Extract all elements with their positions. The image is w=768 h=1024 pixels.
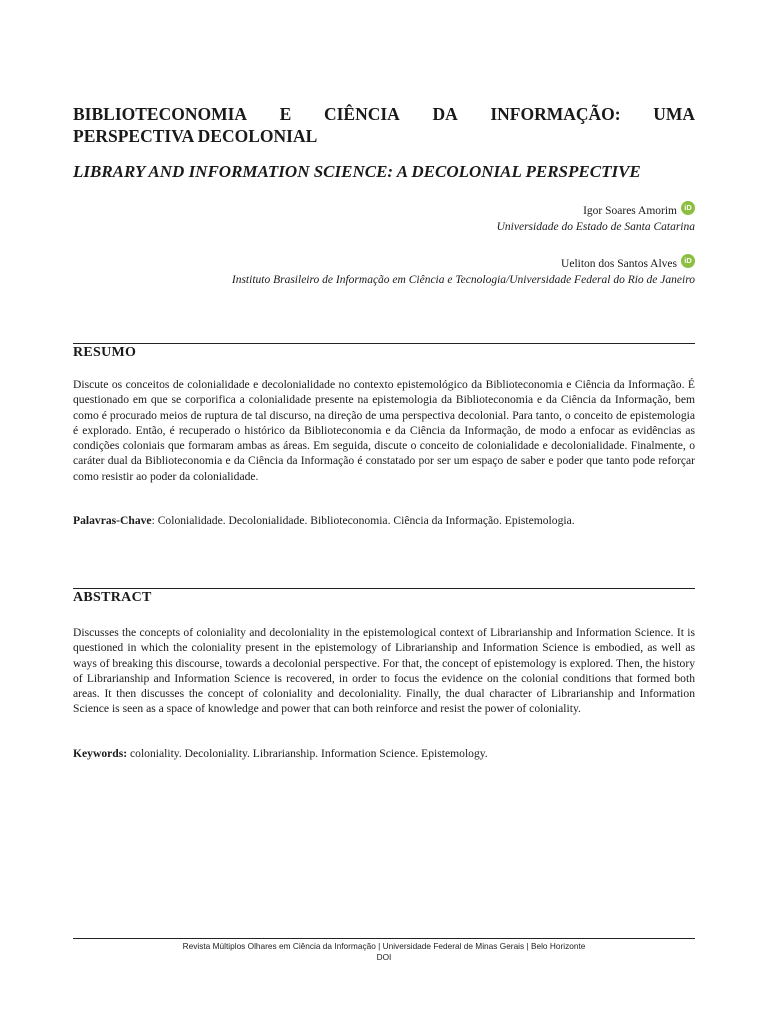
title-word: INFORMAÇÃO: bbox=[490, 104, 621, 124]
keywords-label: Keywords: bbox=[73, 747, 128, 760]
resumo-heading: RESUMO bbox=[73, 345, 137, 360]
author-name-row bbox=[232, 256, 695, 272]
keywords-list: : Colonialidade. Decolonialidade. Biblioteconomia. Ciência da Informação. Epistemologia. bbox=[151, 514, 575, 527]
resumo-keywords bbox=[73, 513, 695, 528]
footer-divider bbox=[73, 938, 695, 939]
author-name[interactable]: Igor Soares Amorim bbox=[583, 205, 677, 217]
paper-title-portuguese bbox=[73, 103, 695, 147]
abstract-text: Discusses the concepts of coloniality and decoloniality in the epistemological context of Librarianship and Information Science. It is questioned in which the coloniality present in the epistemology of Librarianship and Information Science is embodied, as well as ways of breaking this discourse, towards a decolonial perspective. For that, the concept of epistemology is explored. Then, the history of Librarianship and Information Science is recovered, in order to focus the evidence on the colonial conditions that formed both areas. It then discusses the concept of coloniality and decoloniality. Finally, the dual character of Librarianship and Information Science is seen as a space of knowledge and power that can both reinforce and resist the power of coloniality. bbox=[73, 626, 695, 716]
author-affiliation: Universidade do Estado de Santa Catarina bbox=[496, 221, 695, 233]
footer-journal: Revista Múltiplos Olhares em Ciência da Informação | Universidade Federal de Minas Gerais | Belo Horizonte bbox=[182, 941, 586, 951]
title-word: DA bbox=[432, 104, 458, 124]
author-affiliation: Instituto Brasileiro de Informação em Ciência e Tecnologia/Universidade Federal do Rio de Janeiro bbox=[231, 274, 695, 286]
title-word: CIÊNCIA bbox=[323, 104, 400, 124]
resumo-text: Discute os conceitos de colonialidade e decolonialidade no contexto epistemológico da Biblioteconomia e Ciência da Informação. É questionado em que se corporifica a colonialidade presente na epistemologia da Biblioteconomia e da Ciência da Informação, bem como é procurado meios de ruptura de tal discurso, na direção de uma perspectiva decolonial. Para tanto, o conceito de epistemologia é explorado. Então, é recuperado o histórico da Biblioteconomia e da Ciência da Informação, de modo a enfocar as evidências as condições coloniais que formaram ambas as áreas. Em seguida, discute o conceito de colonialidade e decolonialidade. Finalmente, o caráter dual da Biblioteconomia e da Ciência da Informação é constatado por ser um espaço de saber e poder que tanto pode reforçar como resistir ao poder da colonialidade. bbox=[73, 378, 695, 483]
keywords-label: Palavras-Chave bbox=[73, 514, 152, 527]
abstract-heading: ABSTRACT bbox=[73, 590, 152, 605]
section-divider bbox=[73, 343, 695, 344]
title-word: BIBLIOTECONOMIA bbox=[73, 104, 248, 124]
orcid-icon[interactable]: iD bbox=[681, 254, 695, 268]
title-line-1 bbox=[73, 103, 695, 125]
title-word: E bbox=[279, 104, 292, 124]
title-word: UMA bbox=[653, 104, 695, 124]
author-block-2 bbox=[232, 256, 695, 288]
author-name[interactable]: Ueliton dos Santos Alves bbox=[561, 258, 677, 270]
author-block-1 bbox=[497, 203, 695, 235]
paper-title-english: LIBRARY AND INFORMATION SCIENCE: A DECOLONIAL PERSPECTIVE bbox=[73, 162, 641, 181]
title-line-2: PERSPECTIVA DECOLONIAL bbox=[73, 126, 318, 146]
keywords-list: coloniality. Decoloniality. Librarianship. Information Science. Epistemology. bbox=[127, 747, 488, 760]
section-divider bbox=[73, 588, 695, 589]
orcid-icon[interactable]: iD bbox=[681, 201, 695, 215]
footer-doi[interactable]: DOI bbox=[376, 952, 392, 962]
author-name-row bbox=[497, 203, 695, 219]
abstract-keywords bbox=[73, 746, 695, 761]
